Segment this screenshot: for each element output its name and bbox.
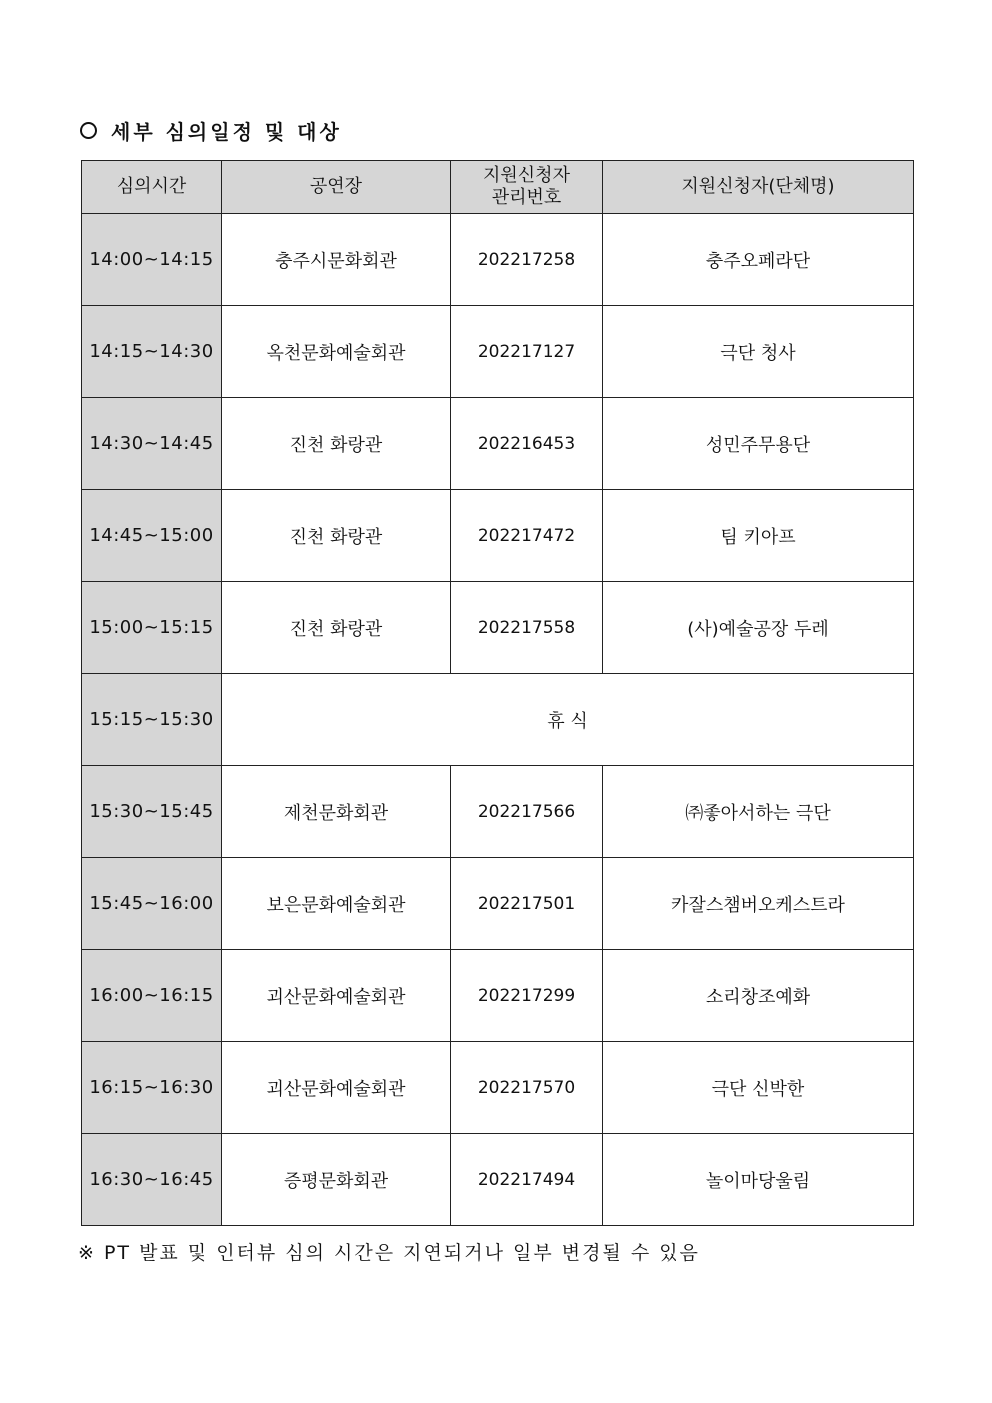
cell-time: 15:45~16:00 <box>82 858 222 950</box>
hollow-circle-bullet-icon <box>80 122 97 139</box>
table-row <box>82 214 914 306</box>
cell-organization: 성민주무용단 <box>603 398 914 490</box>
cell-venue: 제천문화회관 <box>222 766 451 858</box>
table-row <box>82 398 914 490</box>
table-row-break <box>82 674 914 766</box>
schedule-table <box>81 160 914 1226</box>
cell-time: 15:15~15:30 <box>82 674 222 766</box>
header-number <box>451 161 603 214</box>
cell-organization: 카잘스챔버오케스트라 <box>603 858 914 950</box>
cell-time: 15:30~15:45 <box>82 766 222 858</box>
table-row <box>82 950 914 1042</box>
cell-venue: 괴산문화예술회관 <box>222 1042 451 1134</box>
cell-venue: 괴산문화예술회관 <box>222 950 451 1042</box>
cell-number: 202217570 <box>451 1042 603 1134</box>
footnote: ※ PT 발표 및 인터뷰 심의 시간은 지연되거나 일부 변경될 수 있음 <box>78 1242 700 1264</box>
cell-number: 202217299 <box>451 950 603 1042</box>
cell-number: 202217501 <box>451 858 603 950</box>
table-row <box>82 1042 914 1134</box>
cell-time: 14:30~14:45 <box>82 398 222 490</box>
cell-number: 202217494 <box>451 1134 603 1226</box>
cell-number: 202217127 <box>451 306 603 398</box>
table-row <box>82 858 914 950</box>
cell-organization: 소리창조예화 <box>603 950 914 1042</box>
cell-number: 202217258 <box>451 214 603 306</box>
cell-organization: (사)예술공장 두레 <box>603 582 914 674</box>
header-number-line1: 지원신청자 <box>483 165 570 186</box>
cell-organization: 팀 키아프 <box>603 490 914 582</box>
table-row <box>82 306 914 398</box>
cell-venue: 진천 화랑관 <box>222 582 451 674</box>
cell-venue: 증평문화회관 <box>222 1134 451 1226</box>
cell-time: 16:30~16:45 <box>82 1134 222 1226</box>
cell-number: 202217558 <box>451 582 603 674</box>
cell-organization: 놀이마당울림 <box>603 1134 914 1226</box>
table-header-row <box>82 161 914 214</box>
cell-venue: 진천 화랑관 <box>222 490 451 582</box>
cell-venue: 진천 화랑관 <box>222 398 451 490</box>
table-row <box>82 766 914 858</box>
header-number-line2: 관리번호 <box>491 187 562 208</box>
table-row <box>82 490 914 582</box>
cell-number: 202217566 <box>451 766 603 858</box>
cell-time: 14:00~14:15 <box>82 214 222 306</box>
cell-venue: 충주시문화회관 <box>222 214 451 306</box>
cell-number: 202216453 <box>451 398 603 490</box>
table-row <box>82 1134 914 1226</box>
cell-break: 휴 식 <box>222 674 914 766</box>
cell-organization: 극단 신박한 <box>603 1042 914 1134</box>
cell-number: 202217472 <box>451 490 603 582</box>
cell-time: 16:15~16:30 <box>82 1042 222 1134</box>
header-time: 심의시간 <box>82 161 222 214</box>
cell-time: 15:00~15:15 <box>82 582 222 674</box>
header-venue: 공연장 <box>222 161 451 214</box>
cell-time: 14:45~15:00 <box>82 490 222 582</box>
section-heading <box>78 116 342 144</box>
cell-venue: 옥천문화예술회관 <box>222 306 451 398</box>
cell-organization: ㈜좋아서하는 극단 <box>603 766 914 858</box>
cell-organization: 극단 청사 <box>603 306 914 398</box>
header-organization: 지원신청자(단체명) <box>603 161 914 214</box>
cell-organization: 충주오페라단 <box>603 214 914 306</box>
cell-time: 16:00~16:15 <box>82 950 222 1042</box>
cell-venue: 보은문화예술회관 <box>222 858 451 950</box>
table-row <box>82 582 914 674</box>
section-heading-text: 세부 심의일정 및 대상 <box>111 119 342 144</box>
cell-time: 14:15~14:30 <box>82 306 222 398</box>
